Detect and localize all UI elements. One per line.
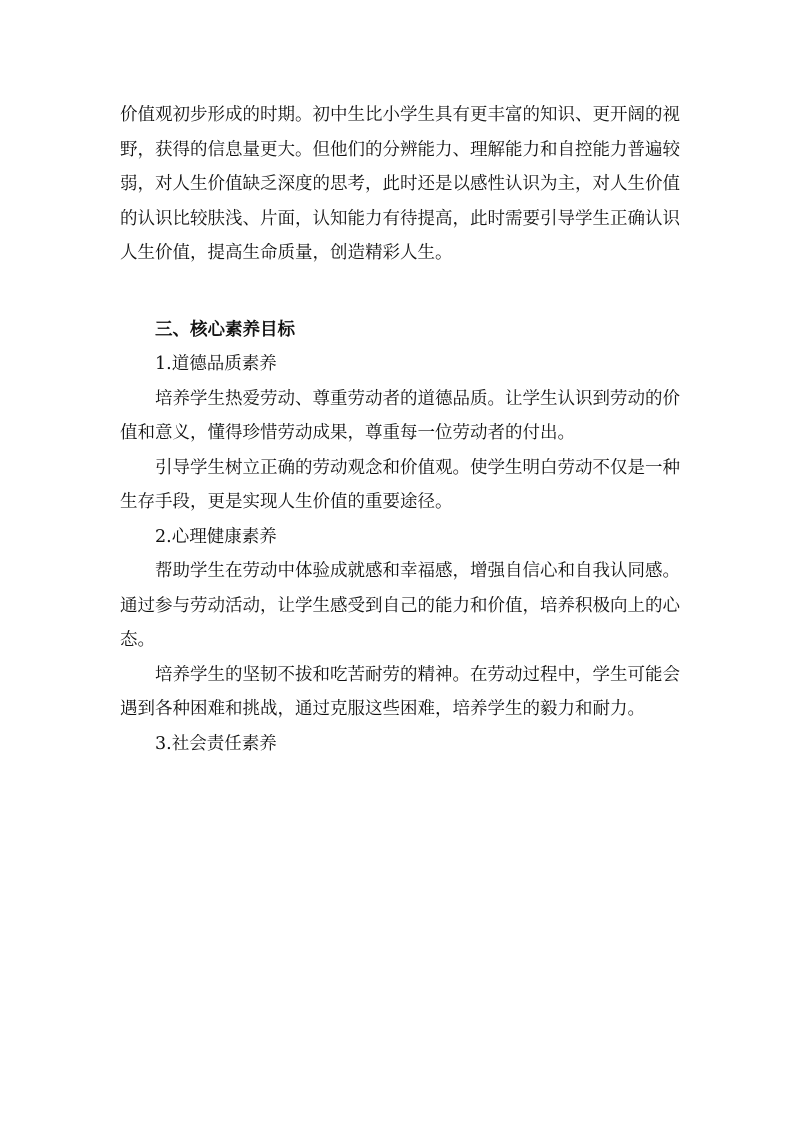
document-body: [120, 98, 680, 761]
section-gap: [120, 271, 680, 313]
intro-paragraph: 价值观初步形成的时期。初中生比小学生具有更丰富的知识、更开阔的视野，获得的信息量更大。但他们的分辨能力、理解能力和自控能力普遍较弱，对人生价值缺乏深度的思考，此时还是以感性认识为主，对人生价值的认识比较肤浅、片面，认知能力有待提高，此时需要引导学生正确认识人生价值，提高生命质量，创造精彩人生。: [120, 105, 680, 263]
moral-quality-paragraph-1: 培养学生热爱劳动、尊重劳动者的道德品质。让学生认识到劳动的价值和意义，懂得珍惜劳动成果，尊重每一位劳动者的付出。: [120, 388, 680, 443]
subheading-mental-health: 2.心理健康素养: [155, 526, 277, 547]
subheading-moral-quality: 1.道德品质素养: [155, 354, 277, 374]
mental-health-paragraph-1: 帮助学生在劳动中体验成就感和幸福感，增强自信心和自我认同感。通过参与劳动活动，让学生感受到自己的能力和价值，培养积极向上的心态。: [120, 561, 680, 650]
mental-health-paragraph-2: 培养学生的坚韧不拔和吃苦耐劳的精神。在劳动过程中，学生可能会遇到各种困难和挑战，通过克服这些困难，培养学生的毅力和耐力。: [120, 664, 680, 719]
section-heading-core-literacy: 三、核心素养目标: [155, 319, 295, 340]
moral-quality-paragraph-2: 引导学生树立正确的劳动观念和价值观。使学生明白劳动不仅是一种生存手段，更是实现人生价值的重要途径。: [120, 457, 680, 512]
subheading-social-responsibility: 3.社会责任素养: [155, 733, 277, 754]
